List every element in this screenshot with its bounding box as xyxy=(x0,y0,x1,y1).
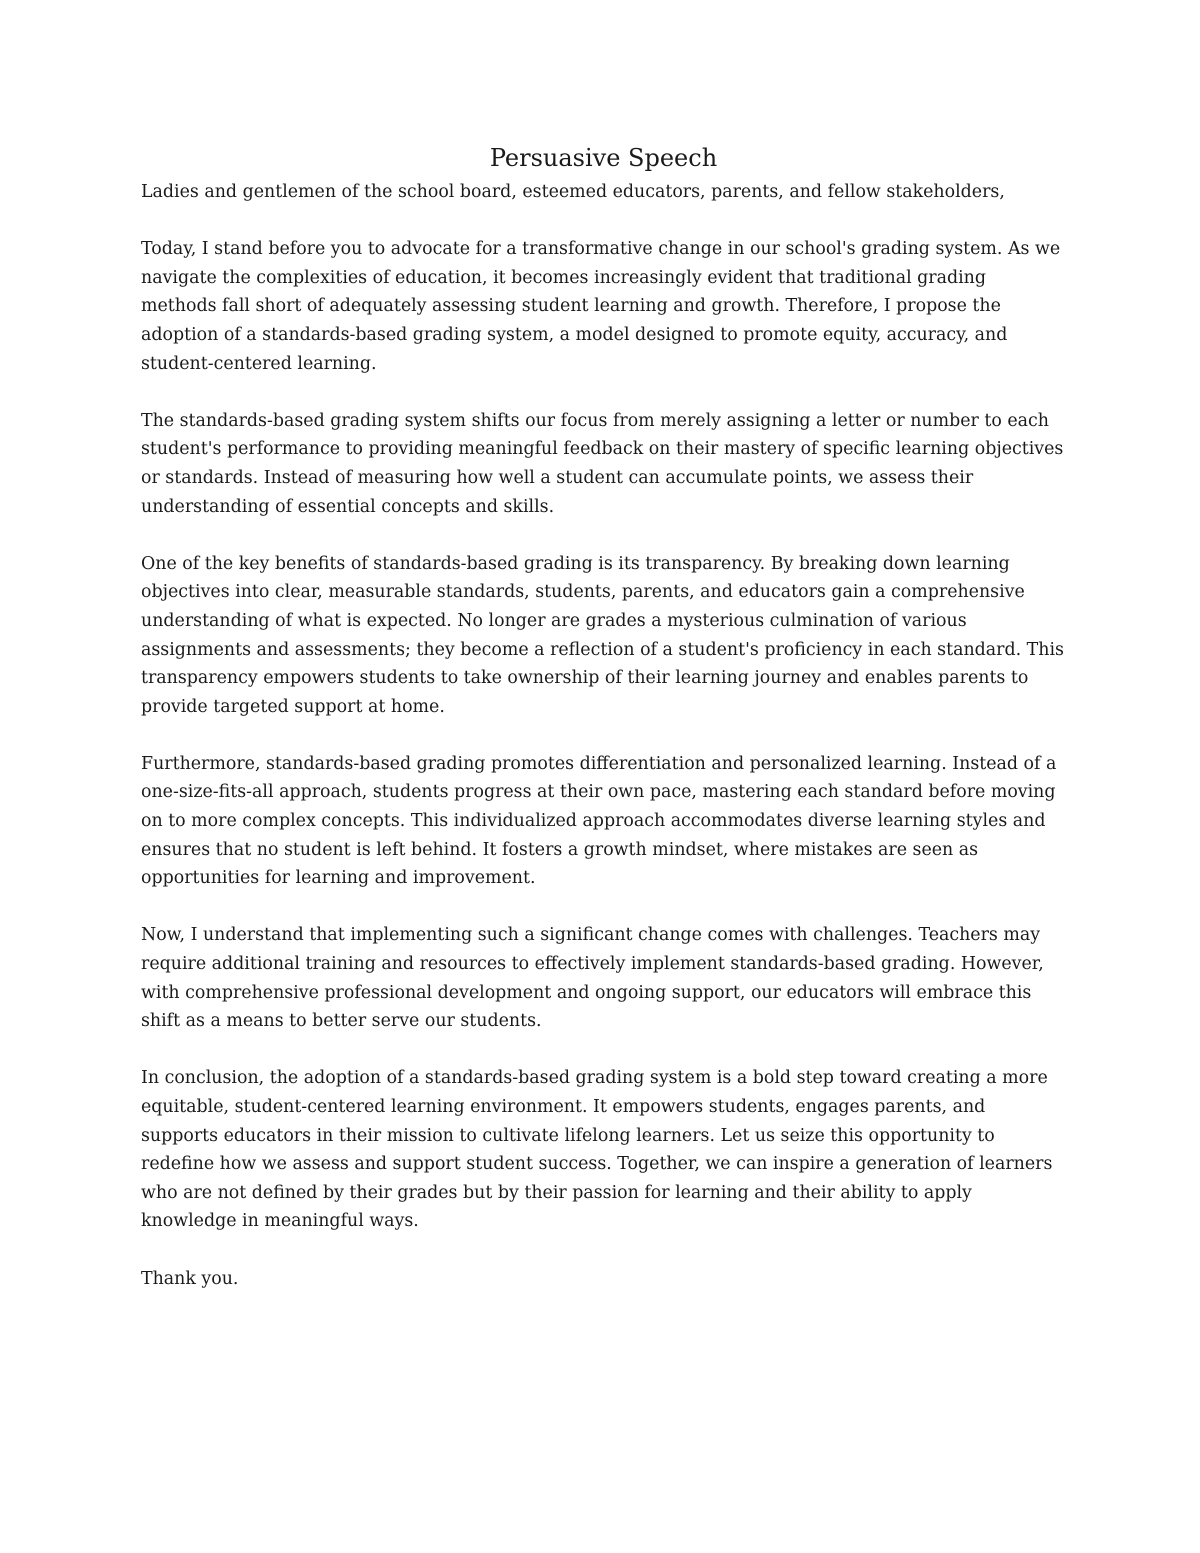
paragraph-6: In conclusion, the adoption of a standards-based grading system is a bold step toward creating a more equitable, student-centered learning environment. It empowers students, engages parents, and supports educators in their mission to cultivate lifelong learners. Let us seize this opportunity to redefine how we assess and support student success. Together, we can inspire a generation of learners who are not defined by their grades but by their passion for learning and their ability to apply knowledge in meaningful ways. xyxy=(141,1068,1053,1232)
paragraph-5: Now, I understand that implementing such a significant change comes with challenges. Teachers may require additional training and resources to effectively implement standards-based grading. However, with comprehensive professional development and ongoing support, our educators will embrace this shift as a means to better serve our students. xyxy=(141,925,1044,1032)
paragraph-3: One of the key benefits of standards-based grading is its transparency. By breaking down learning objectives into clear, measurable standards, students, parents, and educators gain a comprehensive understanding of what is expected. No longer are grades a mysterious culmination of various assignments and assessments; they become a reflection of a student's proficiency in each standard. This transparency empowers students to take ownership of their learning journey and enables parents to provide targeted support at home. xyxy=(141,553,1064,717)
paragraph-2: The standards-based grading system shifts our focus from merely assigning a letter or number to each student's performance to providing meaningful feedback on their mastery of specific learning objectives or standards. Instead of measuring how well a student can accumulate points, we assess their understanding of essential concepts and skills. xyxy=(141,410,1064,517)
document-body xyxy=(141,140,1066,1322)
paragraph-1: Today, I stand before you to advocate for a transformative change in our school's grading system. As we navigate the complexities of education, it becomes increasingly evident that traditional grading methods fall short of adequately assessing student learning and growth. Therefore, I propose the adoption of a standards-based grading system, a model designed to promote equity, accuracy, and student-centered learning. xyxy=(141,239,1061,374)
paragraph-4: Furthermore, standards-based grading promotes differentiation and personalized learning. Instead of a one-size-fits-all approach, students progress at their own pace, mastering each standard before moving on to more complex concepts. This individualized approach accommodates diverse learning styles and ensures that no student is left behind. It fosters a growth mindset, where mistakes are seen as opportunities for learning and improvement. xyxy=(141,753,1057,889)
closing: Thank you. xyxy=(141,1268,239,1289)
salutation: Ladies and gentlemen of the school board, esteemed educators, parents, and fellow stakeholders, xyxy=(141,182,1005,202)
document-title: Persuasive Speech xyxy=(489,144,718,172)
